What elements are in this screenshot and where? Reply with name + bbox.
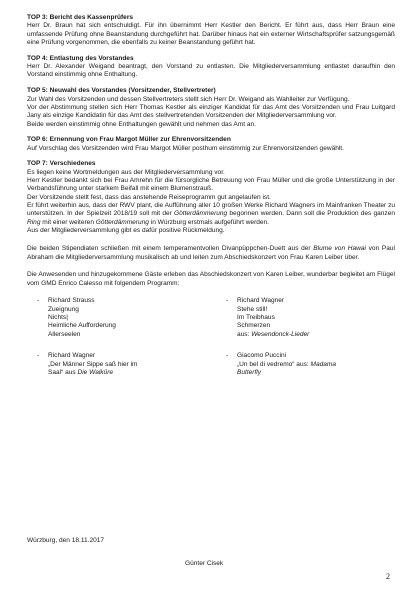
list-dash: - [226, 297, 229, 305]
page-number: 2 [386, 572, 390, 581]
section-text: Vor der Abstimmung stellen sich Herr Thomas Kestler als einziger Kandidat für das Amt des Vorsitzenden und Frau Luitgard Jany als einzige Kandidatin für das Amt des stellvertretenden Vorsitzenden der Mitgliederversammlung vor. [27, 103, 395, 120]
section-heading: TOP 3: Bericht des Kassenprüfers [27, 14, 134, 21]
list-dash: - [226, 352, 229, 360]
section-text: Herr Kestler bedankt sich bei Frau Amrehn für die fürsorgliche Betreuung von Frau Müller und die große Unterstützung in der Verbandsführung unter starkem Beifall mit einem Blumenstrauß. [27, 177, 395, 193]
work: „Der Männer Sippe saß hier im [48, 360, 138, 368]
section-text: Der Vorsitzende stellt fest, dass das anstehende Reiseprogramm gut angelaufen ist. [27, 193, 271, 201]
text-run: Saal“ aus [48, 368, 78, 376]
text-run: Er führt weiterhin aus, dass der RWV plant, die Aufführung aller 10 großen Werke Richard Wagners im Mainfranken Theater zu unterstützen. In der Spielzeit 2018/19 soll mit der [27, 202, 395, 218]
work: Im Treibhaus [237, 313, 275, 321]
section-text: Es liegen keine Wortmeldungen aus der Mitgliederversammlung vor. [27, 168, 225, 176]
section-heading: TOP 6: Ernennung von Frau Margot Müller zur Ehrenvorsitzenden [27, 136, 231, 144]
section-heading: TOP 4: Entlastung des Vorstandes [27, 54, 134, 62]
italic-title: Butterfly [237, 368, 262, 376]
italic-title: Die Walküre [77, 368, 114, 376]
section-text: Herr Dr. Alexander Weigand beantragt, den Vorstand zu entlasten. Die Mitgliederversammlung entlastet daraufhin den Vorstand einstimmig ohne Enthaltung. [27, 63, 395, 79]
section-text: Aus der Mitgliederversammlung gibt es dafür positive Rückmeldung. [27, 227, 225, 235]
composer: Richard Wagner [48, 352, 96, 360]
work: Nichts| [48, 313, 68, 321]
section-heading: TOP 5: Neuwahl des Vorstandes (Vorsitzender, Stellvertreter) [27, 87, 216, 95]
section-text: Auf Vorschlag des Vorsitzenden wird Frau Margot Müller posthum einstimmig zur Ehrenvorsitzenden gewählt. [27, 144, 344, 152]
italic-title: Blume von Hawai [313, 245, 366, 253]
section-text: Herr Dr. Braun hat sich entschuldigt. Für ihn übernimmt Herr Kestler den Bericht. Er führt aus, dass Herr Braun eine umfassende Prüfung ohne Beanstandung durchgeführt hat. Darüber hinaus hat ein externer Wirtschaftsprüfer satzungsgemäß eine Prüfung vorgenommen, die ebenfalls zu keiner Beanstandung geführt hat. [27, 22, 395, 47]
work: Stehe still! [237, 305, 268, 313]
list-dash: - [37, 352, 40, 360]
minutes-body [27, 14, 395, 387]
text-run: Die beiden Stipendiaten schließen mit einem temperamentvollen Divanpüppchen-Duett aus der [27, 245, 314, 253]
work: Heimliche Aufforderung [48, 322, 116, 330]
text-run: begonnen werden. Dann soll die Produktion des ganzen [227, 210, 395, 218]
composer: Giacomo Puccini [237, 352, 287, 360]
section-text [27, 245, 395, 262]
section-text: Die Anwesenden und hinzugekommene Gäste erleben das Abschiedskonzert von Karen Leiber, wunderbar begleitet am Flügel vom GMD Enrico Calesso mit folgendem Programm: [27, 271, 395, 287]
guests-paragraph [27, 271, 395, 288]
work: Zueignung [48, 305, 79, 313]
section-top4 [27, 55, 395, 80]
section-top7 [27, 160, 395, 235]
italic-title: Wesendonck-Lieder [251, 330, 310, 338]
section-text [27, 202, 395, 227]
signature-name: Günter Cisek [185, 560, 224, 567]
section-text: Zur Wahl des Vorsitzenden und dessen Stellvertreters stellt sich Herr Dr. Weigand als Wahlleiter zur Verfügung. [27, 95, 350, 103]
section-top6 [27, 136, 395, 153]
work: Allerseelen [48, 330, 81, 338]
composer: Richard Strauss [48, 297, 95, 305]
text-run: in Würzburg erstmals aufgeführt werden. [148, 218, 270, 226]
text-run: mit einer weiteren [40, 218, 96, 226]
text-run: aus: [237, 330, 252, 338]
work [48, 369, 138, 377]
date-place: Würzburg, den 18.11.2017 [27, 537, 105, 544]
work [237, 369, 336, 377]
concert-program [27, 295, 395, 387]
italic-title: Madama [310, 360, 336, 368]
section-top5 [27, 87, 395, 129]
stipend-paragraph [27, 245, 395, 262]
section-heading: TOP 7: Verschiedenes [27, 160, 96, 168]
text-run: „Un bel di vedremo“ aus: [237, 360, 311, 368]
section-text: Beide werden einstimmig ohne Enthaltungen gewählt und nehmen das Amt an. [27, 120, 256, 128]
composer: Richard Wagner [237, 297, 285, 305]
italic-title: Ring [27, 218, 41, 226]
list-dash: - [37, 297, 40, 305]
work: Schmerzen [237, 322, 271, 330]
italic-title: Götterdämmerung [95, 218, 149, 226]
work-source [237, 331, 309, 339]
text-run: von Paul Abraham die Mitgliederversammlung musikalisch ab und leiten zum Abschiedskonzert von Frau Karen Leiber über. [27, 245, 395, 261]
italic-title: Götterdämmerung [174, 210, 228, 218]
work [237, 361, 336, 369]
section-top3 [27, 14, 395, 47]
